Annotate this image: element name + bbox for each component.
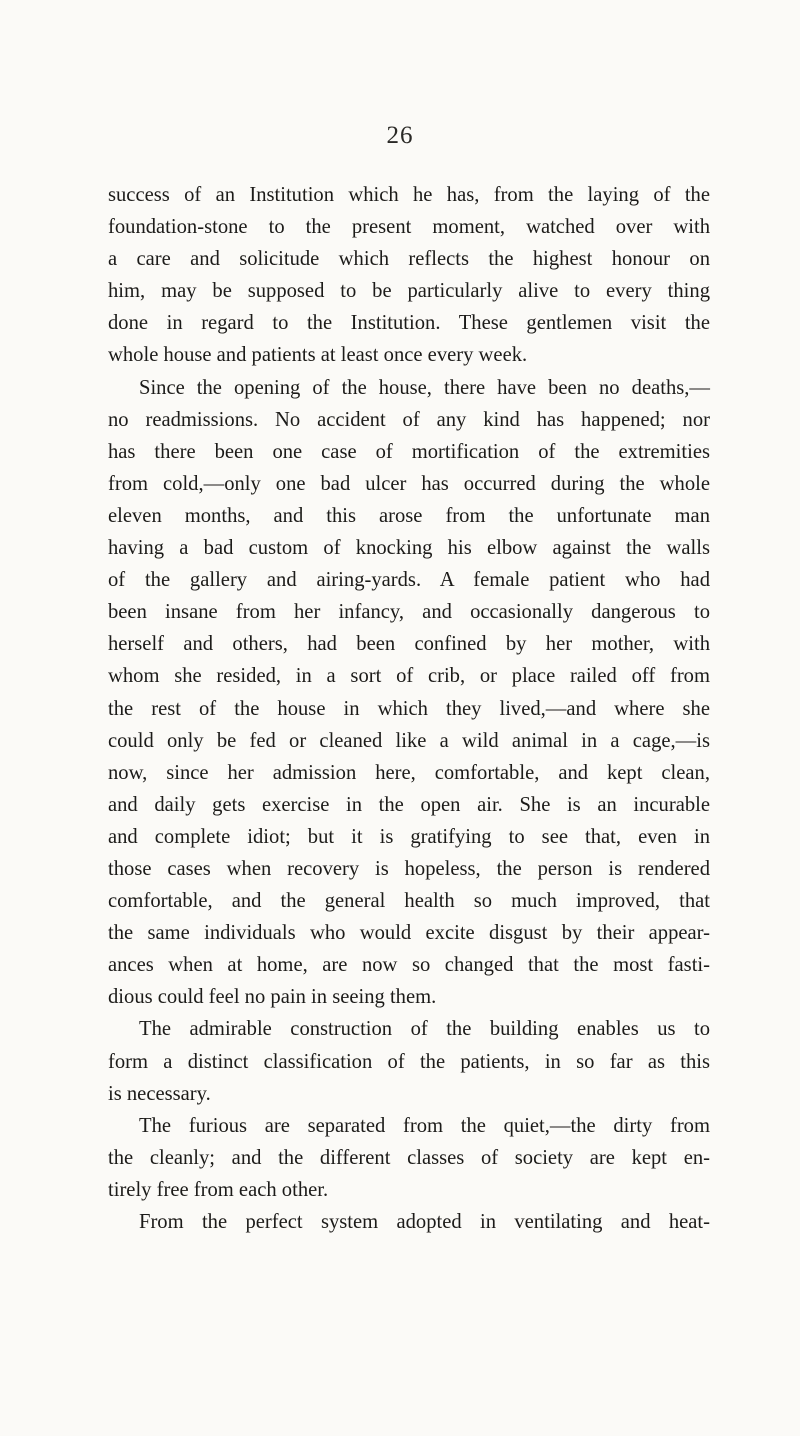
text-line: now, since her admission here, comfortable, and kept clean, [108, 761, 710, 784]
text-line: the cleanly; and the different classes of society are kept en- [108, 1146, 710, 1169]
text-line: a care and solicitude which reflects the highest honour on [108, 248, 710, 271]
text-line: comfortable, and the general health so much improved, that [108, 890, 710, 913]
text-line: of the gallery and airing-yards. A female patient who had [108, 569, 710, 592]
text-line: the same individuals who would excite disgust by their appear- [108, 922, 710, 945]
text-line: herself and others, had been confined by her mother, with [108, 633, 710, 656]
body-text [108, 179, 710, 1238]
text-line: form a distinct classification of the patients, in so far as this [108, 1050, 710, 1073]
text-line: no readmissions. No accident of any kind has happened; nor [108, 408, 710, 431]
text-line: whole house and patients at least once every week. [108, 344, 528, 367]
text-line: those cases when recovery is hopeless, the person is rendered [108, 857, 710, 880]
text-line: and complete idiot; but it is gratifying to see that, even in [108, 825, 710, 848]
text-line: from cold,—only one bad ulcer has occurred during the whole [108, 472, 710, 495]
text-line: could only be fed or cleaned like a wild animal in a cage,—is [108, 729, 710, 752]
text-line: From the perfect system adopted in ventilating and heat- [139, 1211, 710, 1233]
text-line: been insane from her infancy, and occasionally dangerous to [108, 601, 710, 624]
text-line: the rest of the house in which they lived,—and where she [108, 697, 710, 720]
text-line: whom she resided, in a sort of crib, or place railed off from [108, 665, 710, 688]
text-line: The admirable construction of the building enables us to [139, 1018, 710, 1041]
text-line: eleven months, and this arose from the unfortunate man [108, 504, 710, 527]
text-line: Since the opening of the house, there have been no deaths,— [139, 376, 710, 399]
text-line: and daily gets exercise in the open air. She is an incurable [108, 793, 710, 816]
text-line: The furious are separated from the quiet,—the dirty from [139, 1114, 710, 1137]
text-line: having a bad custom of knocking his elbow against the walls [108, 537, 710, 560]
text-line: tirely free from each other. [108, 1178, 329, 1201]
text-line: him, may be supposed to be particularly alive to every thing [108, 280, 710, 303]
text-line: success of an Institution which he has, from the laying of the [108, 184, 710, 206]
text-line: done in regard to the Institution. These gentlemen visit the [108, 312, 710, 335]
text-line: foundation-stone to the present moment, watched over with [108, 216, 710, 239]
page-number: 26 [386, 122, 414, 149]
text-line: ances when at home, are now so changed that the most fasti- [108, 954, 710, 977]
text-line: dious could feel no pain in seeing them. [108, 986, 437, 1009]
text-line: is necessary. [108, 1082, 211, 1105]
text-line: has there been one case of mortification of the extremities [108, 440, 710, 463]
